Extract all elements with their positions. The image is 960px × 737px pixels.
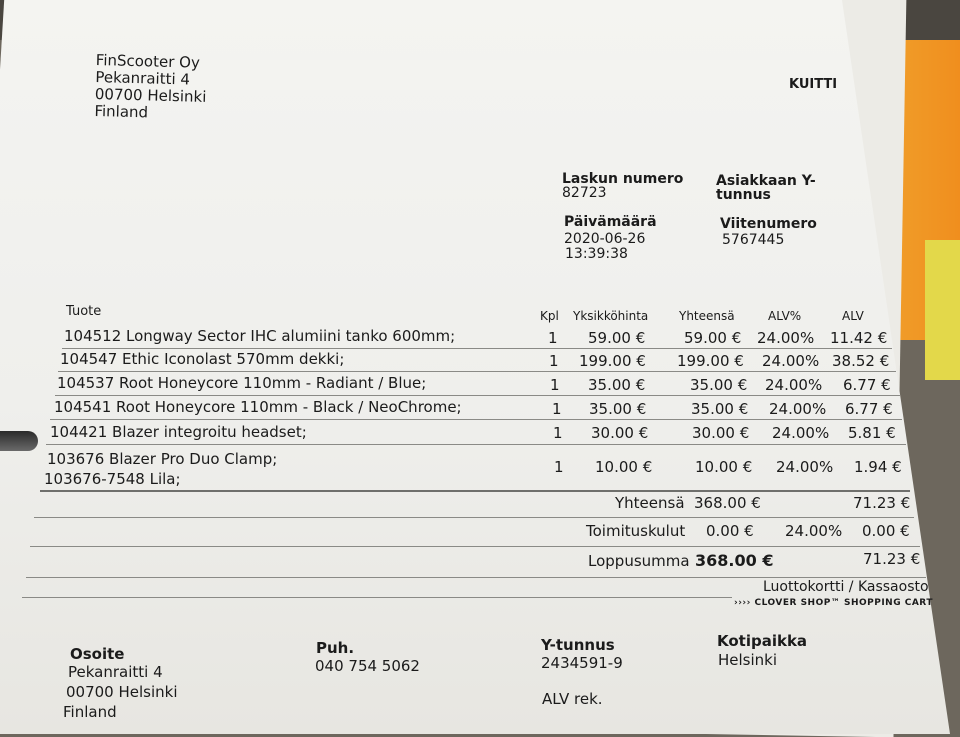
footer-address-street: Pekanraitti 4 [68,663,163,681]
invoice-number-label: Laskun numero [562,171,684,187]
time-value: 13:39:38 [565,246,628,262]
row-divider [50,419,902,420]
row-4-product: 104541 Root Honeycore 110mm - Black / NeoChrome; [54,398,462,416]
sender-city: 00700 Helsinki [94,84,207,106]
header-vat: ALV [842,309,864,323]
row-3-product: 104537 Root Honeycore 110mm - Radiant / Blue; [57,374,427,392]
row-3-vat-pct: 24.00% [765,376,823,394]
subtotal-vat: 71.23 € [853,494,911,512]
header-qty: Kpl [540,309,559,323]
row-5-vat: 5.81 € [848,424,896,442]
row-6-qty: 1 [554,458,564,476]
header-total: Yhteensä [679,309,735,323]
sender-street: Pekanraitti 4 [95,67,191,89]
footer-address-label: Osoite [70,645,125,663]
shipping-vat-pct: 24.00% [785,522,843,540]
footer-address-country: Finland [63,703,117,721]
shipping-vat: 0.00 € [862,522,910,540]
date-label: Päivämäärä [564,214,657,230]
customer-id-label-2: tunnus [716,187,771,203]
row-6-product: 103676 Blazer Pro Duo Clamp; [47,450,278,468]
row-6-vat: 1.94 € [854,458,902,476]
row-2-product: 104547 Ethic Iconolast 570mm dekki; [60,350,345,368]
document-type: KUITTI [789,77,838,92]
row-4-unit-price: 35.00 € [589,400,647,418]
footer-business-id-label: Y-tunnus [541,636,615,654]
sender-country: Finland [94,101,149,122]
row-3-unit-price: 35.00 € [588,376,646,394]
footer-address-city: 00700 Helsinki [66,683,178,701]
sender-address [94,52,207,123]
row-2-total: 199.00 € [677,352,744,370]
row-divider [62,348,892,349]
row-1-unit-price: 59.00 € [588,329,646,347]
grand-total-value: 368.00 € [695,551,774,570]
customer-id-label-1: Asiakkaan Y- [716,173,816,189]
row-2-unit-price: 199.00 € [579,352,646,370]
header-vat-pct: ALV% [768,309,802,323]
footer-domicile: Helsinki [718,651,778,669]
row-4-qty: 1 [552,400,562,418]
shipping-label: Toimituskulut [586,522,686,540]
row-5-unit-price: 30.00 € [591,424,649,442]
shipping-value: 0.00 € [706,522,754,540]
row-divider [46,444,906,445]
footer-phone-label: Puh. [316,639,355,657]
row-3-vat: 6.77 € [843,376,891,394]
date-value: 2020-06-26 [564,231,646,247]
reference-label: Viitenumero [720,216,817,232]
payment-method: Luottokortti / Kassaosto [763,579,929,595]
row-6-total: 10.00 € [695,458,753,476]
row-1-qty: 1 [548,329,558,347]
summary-divider [26,577,926,578]
yellow-paper-edge [925,240,960,380]
row-divider [58,371,896,372]
row-6-vat-pct: 24.00% [776,458,834,476]
row-5-total: 30.00 € [692,424,750,442]
row-5-vat-pct: 24.00% [772,424,830,442]
footer-phone: 040 754 5062 [315,657,420,675]
binder-ring [0,431,38,451]
summary-divider [30,546,920,547]
row-4-total: 35.00 € [691,400,749,418]
summary-divider [22,597,732,598]
row-3-qty: 1 [550,376,560,394]
grand-total-vat: 71.23 € [863,550,921,568]
row-1-total: 59.00 € [684,329,742,347]
sender-company: FinScooter Oy [95,51,201,72]
row-3-total: 35.00 € [690,376,748,394]
summary-divider [34,517,914,518]
header-product: Tuote [66,304,102,319]
shop-brand-footer: ›››› CLOVER SHOP™ SHOPPING CART [734,598,933,608]
reference-value: 5767445 [722,232,785,248]
table-bottom-rule [40,490,910,492]
row-2-vat: 38.52 € [832,352,890,370]
row-4-vat-pct: 24.00% [769,400,827,418]
row-1-vat-pct: 24.00% [757,329,815,347]
subtotal-value: 368.00 € [694,494,761,512]
header-unit-price: Yksikköhinta [573,309,649,323]
row-6-unit-price: 10.00 € [595,458,653,476]
row-2-qty: 1 [549,352,559,370]
invoice-number: 82723 [562,185,607,201]
row-5-product: 104421 Blazer integroitu headset; [50,423,307,441]
row-4-vat: 6.77 € [845,400,893,418]
row-1-vat: 11.42 € [830,329,888,347]
row-5-qty: 1 [553,424,563,442]
footer-vat-reg: ALV rek. [542,690,603,708]
row-1-product: 104512 Longway Sector IHC alumiini tanko 600mm; [64,327,456,345]
footer-business-id: 2434591-9 [541,654,623,672]
footer-domicile-label: Kotipaikka [717,632,808,650]
row-2-vat-pct: 24.00% [762,352,820,370]
grand-total-label: Loppusumma [588,552,690,570]
subtotal-label: Yhteensä [615,494,685,512]
row-divider [55,395,900,396]
row-6-product-line2: 103676-7548 Lila; [44,470,181,488]
